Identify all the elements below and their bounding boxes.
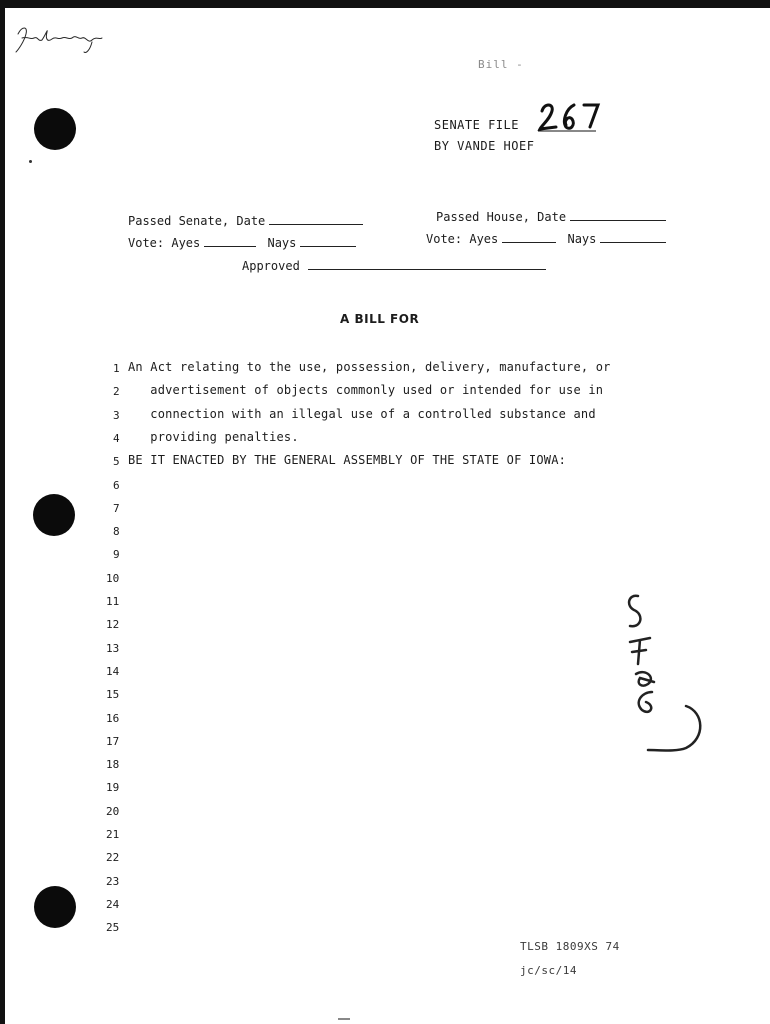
line-number: 15 (106, 688, 120, 701)
line-number: 24 (106, 898, 120, 911)
line-number: 3 (113, 409, 120, 422)
handwritten-committee-note (14, 22, 106, 56)
passed-house-row (436, 210, 670, 224)
passed-senate-row (128, 214, 367, 228)
scan-speck (29, 160, 32, 163)
bill-line-text: advertisement of objects commonly used or intended for use in (128, 383, 604, 397)
senate-vote-row (128, 236, 360, 250)
approved-blank[interactable] (308, 269, 546, 270)
approved-label: Approved (242, 259, 300, 273)
line-number: 18 (106, 758, 120, 771)
line-number: 20 (106, 805, 120, 818)
line-number: 23 (106, 875, 120, 888)
house-nays-label: Nays (567, 232, 597, 246)
scan-mark (338, 1018, 350, 1020)
line-number: 22 (106, 851, 120, 864)
passed-senate-label: Passed Senate, Date (128, 214, 266, 228)
line-number: 1 (113, 362, 120, 375)
line-number: 11 (106, 595, 120, 608)
line-number: 21 (106, 828, 120, 841)
line-number: 14 (106, 665, 120, 678)
senate-nays-blank[interactable] (300, 245, 356, 247)
line-number: 12 (106, 618, 120, 631)
bill-line-text: An Act relating to the use, possession, delivery, manufacture, or (128, 360, 611, 374)
sponsor-line: BY VANDE HOEF (434, 139, 535, 153)
scan-border-left (0, 0, 5, 1024)
line-number: 9 (113, 548, 120, 561)
passed-house-date-blank[interactable] (570, 219, 666, 221)
handwritten-file-number (536, 99, 606, 135)
senate-nays-label: Nays (267, 236, 297, 250)
senate-file-label: SENATE FILE (434, 118, 519, 132)
handwritten-side-note (616, 588, 716, 758)
bill-line-text: connection with an illegal use of a controlled substance and (128, 407, 596, 421)
punch-hole-middle (33, 494, 75, 536)
line-number: 6 (113, 479, 120, 492)
faint-stamp-mark: Bill - (478, 58, 524, 71)
senate-ayes-blank[interactable] (204, 245, 256, 247)
bill-title: A BILL FOR (340, 312, 420, 326)
footer-initials: jc/sc/14 (520, 964, 577, 977)
line-number: 5 (113, 455, 120, 468)
footer-code: TLSB 1809XS 74 (520, 940, 620, 953)
line-number: 13 (106, 642, 120, 655)
line-number: 7 (113, 502, 120, 515)
house-vote-row (426, 232, 670, 246)
punch-hole-top (34, 108, 76, 150)
passed-house-label: Passed House, Date (436, 210, 567, 224)
scan-border-top (0, 0, 770, 8)
line-number: 25 (106, 921, 120, 934)
house-nays-blank[interactable] (600, 241, 666, 243)
bill-line-text: BE IT ENACTED BY THE GENERAL ASSEMBLY OF THE STATE OF IOWA: (128, 453, 567, 467)
line-number: 4 (113, 432, 120, 445)
line-number: 17 (106, 735, 120, 748)
line-number: 10 (106, 572, 120, 585)
passed-senate-date-blank[interactable] (269, 223, 363, 225)
approved-row (242, 259, 546, 273)
punch-hole-bottom (34, 886, 76, 928)
line-number: 2 (113, 385, 120, 398)
senate-ayes-label: Vote: Ayes (128, 236, 201, 250)
line-number: 19 (106, 781, 120, 794)
house-ayes-label: Vote: Ayes (426, 232, 499, 246)
line-number: 16 (106, 712, 120, 725)
bill-line-text: providing penalties. (128, 430, 299, 444)
line-number: 8 (113, 525, 120, 538)
house-ayes-blank[interactable] (502, 241, 556, 243)
